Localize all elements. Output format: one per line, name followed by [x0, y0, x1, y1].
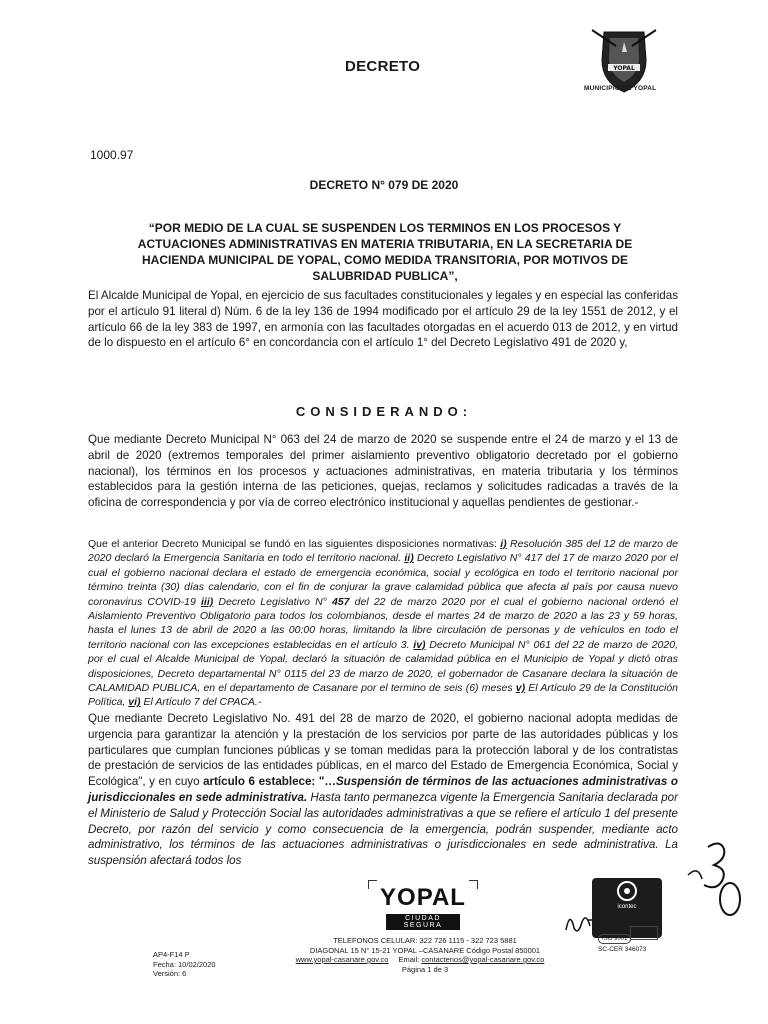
decree-number: DECRETO N° 079 DE 2020 — [309, 178, 459, 192]
form-date: Fecha: 10/02/2020 — [153, 959, 216, 969]
paragraph-2-item-3a: Decreto Legislativo N° — [213, 595, 332, 608]
yopal-logo — [368, 880, 478, 930]
marker-i: i) — [500, 538, 507, 550]
paragraph-3-quote: Hasta tanto permanezca vigente la Emergencia Sanitaria declarada por el Ministerio de Salud y Protección Social las autoridades administrativas a que se refiere el artículo 1 del presente Decreto, por razón del servicio y como consecuencia de la emergencia, podrán suspender, mediante acto administrativo, los términos de las actuaciones administrativas o jurisdiccionales en sede administrativa. La suspensión afectará todos los — [88, 790, 678, 868]
paragraph-2 — [88, 537, 678, 710]
header-title: DECRETO — [345, 58, 421, 75]
crest-caption: MUNICIPIO DE YOPAL — [584, 85, 657, 92]
marker-ii: ii) — [404, 552, 414, 565]
document-header — [0, 0, 768, 110]
page-indicator: Página 1 de 3 — [401, 964, 449, 974]
marker-iii: iii) — [201, 595, 214, 608]
form-version: Versión: 6 — [153, 969, 187, 978]
web-email-line — [285, 955, 565, 965]
email-label: Email: — [398, 955, 420, 964]
paragraph-2-intro: Que el anterior Decreto Municipal se fundó en las siguientes disposiciones normativas: — [88, 538, 501, 550]
icontec-label: icontec — [617, 904, 637, 910]
decree-457: 457 — [332, 595, 350, 608]
marker-iv: iv) — [413, 638, 426, 651]
svg-text:YOPAL: YOPAL — [613, 65, 635, 72]
reference-code: 1000.97 — [90, 148, 134, 162]
yopal-logo-tagline: CIUDAD SEGURA — [386, 914, 460, 930]
paragraph-2-item-3b: del 22 de marzo 2020 por el cual el gobierno nacional ordenó el Aislamiento Preventivo Obligatorio para todos los colombianos, desde el martes 24 de marzo de 2020 a las 23 y 59 horas, hasta el lunes 13 de abril de 2020 a las 00:00 horas, limitando la libre circulación de personas y de vehículos en todo el territorio nacional con las excepciones establecidas en el artículo 3. — [88, 595, 678, 651]
icontec-ring-icon — [592, 878, 662, 904]
iso-badge: ISO 9001 — [598, 934, 631, 944]
form-info — [153, 950, 216, 979]
preamble-paragraph: El Alcalde Municipal de Yopal, en ejercicio de sus facultades constitucionales y legales y en especial las conferidas por el artículo 91 literal d) Núm. 6 de la ley 136 de 1994 modificado por el artículo 29 de la ley 1551 de 2012, y el artículo 66 de la ley 383 de 1997, en armonía con las facultades otorgadas en el acuerdo 013 de 2012, y en virtud de lo dispuesto en el artículo 6° en concordancia con el artículo 1° del Decreto Legislativo 491 de 2020 y, — [88, 289, 678, 350]
contact-info — [285, 936, 565, 974]
address-line: DIAGONAL 15 N° 15-21 YOPAL –CASANARE Código Postal 850001 — [309, 945, 541, 955]
phones-value: 322 726 1115 - 322 723 5881 — [419, 936, 517, 945]
article-6-label: artículo 6 establece: "… — [203, 775, 336, 789]
document-footer — [0, 870, 768, 1024]
website-link[interactable]: www.yopal-casanare.gov.co — [295, 955, 389, 964]
paragraph-2-item-6: El Artículo 7 del CPACA.- — [140, 696, 262, 709]
phones-label: TELEFONOS CELULAR: — [333, 936, 418, 945]
decree-subject: “POR MEDIO DE LA CUAL SE SUSPENDEN LOS TERMINOS EN LOS PROCESOS Y ACTUACIONES ADMINISTRATIVAS EN MATERIA TRIBUTARIA, EN LA SECRETARIA DE HACIENDA MUNICIPAL DE YOPAL, COMO MEDIDA TRANSITORIA, POR MOTIVOS DE SALUBRIDAD PUBLICA”, — [137, 221, 633, 283]
paragraph-3-intro: Que mediante Decreto Legislativo No. 491 del 28 de marzo de 2020, el gobierno nacional adopta medidas de urgencia para garantizar la atención y la prestación de los servicios por parte de las autoridades públicas y los particulares que cumplan funciones públicas y se toman medidas para la protección laboral y de los contratistas de prestación de servicios de las entidades públicas, en el marco del Estado de Emergencia Económica, Social y Ecológica", y en cuyo — [88, 712, 678, 789]
iqnet-badge-icon — [630, 926, 658, 940]
email-link[interactable]: contactenos@yopal-casanare.gov.co — [421, 955, 545, 964]
yopal-logo-word: YOPAL — [380, 884, 466, 911]
considerando-heading: CONSIDERANDO: — [295, 404, 473, 419]
paragraph-2-item-5: El Artículo 29 de la Constitución Política, — [88, 682, 679, 709]
suspension-emphasis: Suspensión de términos de las actuaciones administrativas o jurisdiccionales en sede administrativa. — [88, 775, 678, 804]
marker-v: v) — [515, 682, 526, 695]
paragraph-3 — [88, 711, 678, 869]
paragraph-2-item-2: Decreto Legislativo N° 417 del 17 de marzo 2020 por el cual el gobierno nacional declara el estado de emergencia económica, social y ecológica en todo el territorio nacional por término treinta (30) días calendario, con el fin de conjurar la grave calamidad pública que afecta al país por causa nuevo coronavirus COVID-19 — [88, 552, 678, 608]
certificate-code: SC-CER 346073 — [598, 946, 647, 953]
paragraph-1: Que mediante Decreto Municipal N° 063 del 24 de marzo de 2020 se suspende entre el 24 de marzo y el 13 de abril de 2020 (extremos temporales del primer aislamiento preventivo obligatorio decretado por el gobierno nacional), los términos en los procesos y actuaciones administrativas, en materia tributaria y los términos establecidos para la gestión interna de las peticiones, quejas, reclamos y solicitudes radicadas a través de la oficina de correspondencia y por vía de correo electrónico institucional y aquellas pendientes de gestionar.- — [88, 433, 678, 510]
paragraph-2-item-4: Decreto Municipal N° 061 del 22 de marzo de 2020, por el cual el Alcalde Municipal de Yopal, declaró la situación de calamidad pública en el Municipio de Yopal y dictó otras disposiciones, Decreto departamental N° 0115 del 23 de marzo de 2020, el gobernador de Casanare declara la situación de CALAMIDAD PUBLICA, en el departamento de Casanare por el termino de seis (6) meses — [88, 638, 678, 695]
phones-line — [285, 936, 565, 946]
form-code: AP4-F14 P — [153, 950, 190, 959]
marker-vi: vi) — [128, 696, 141, 709]
paragraph-2-item-1: Resolución 385 del 12 de marzo de 2020 declaró la Emergencia Sanitaria en todo el territorio nacional. — [88, 538, 678, 565]
